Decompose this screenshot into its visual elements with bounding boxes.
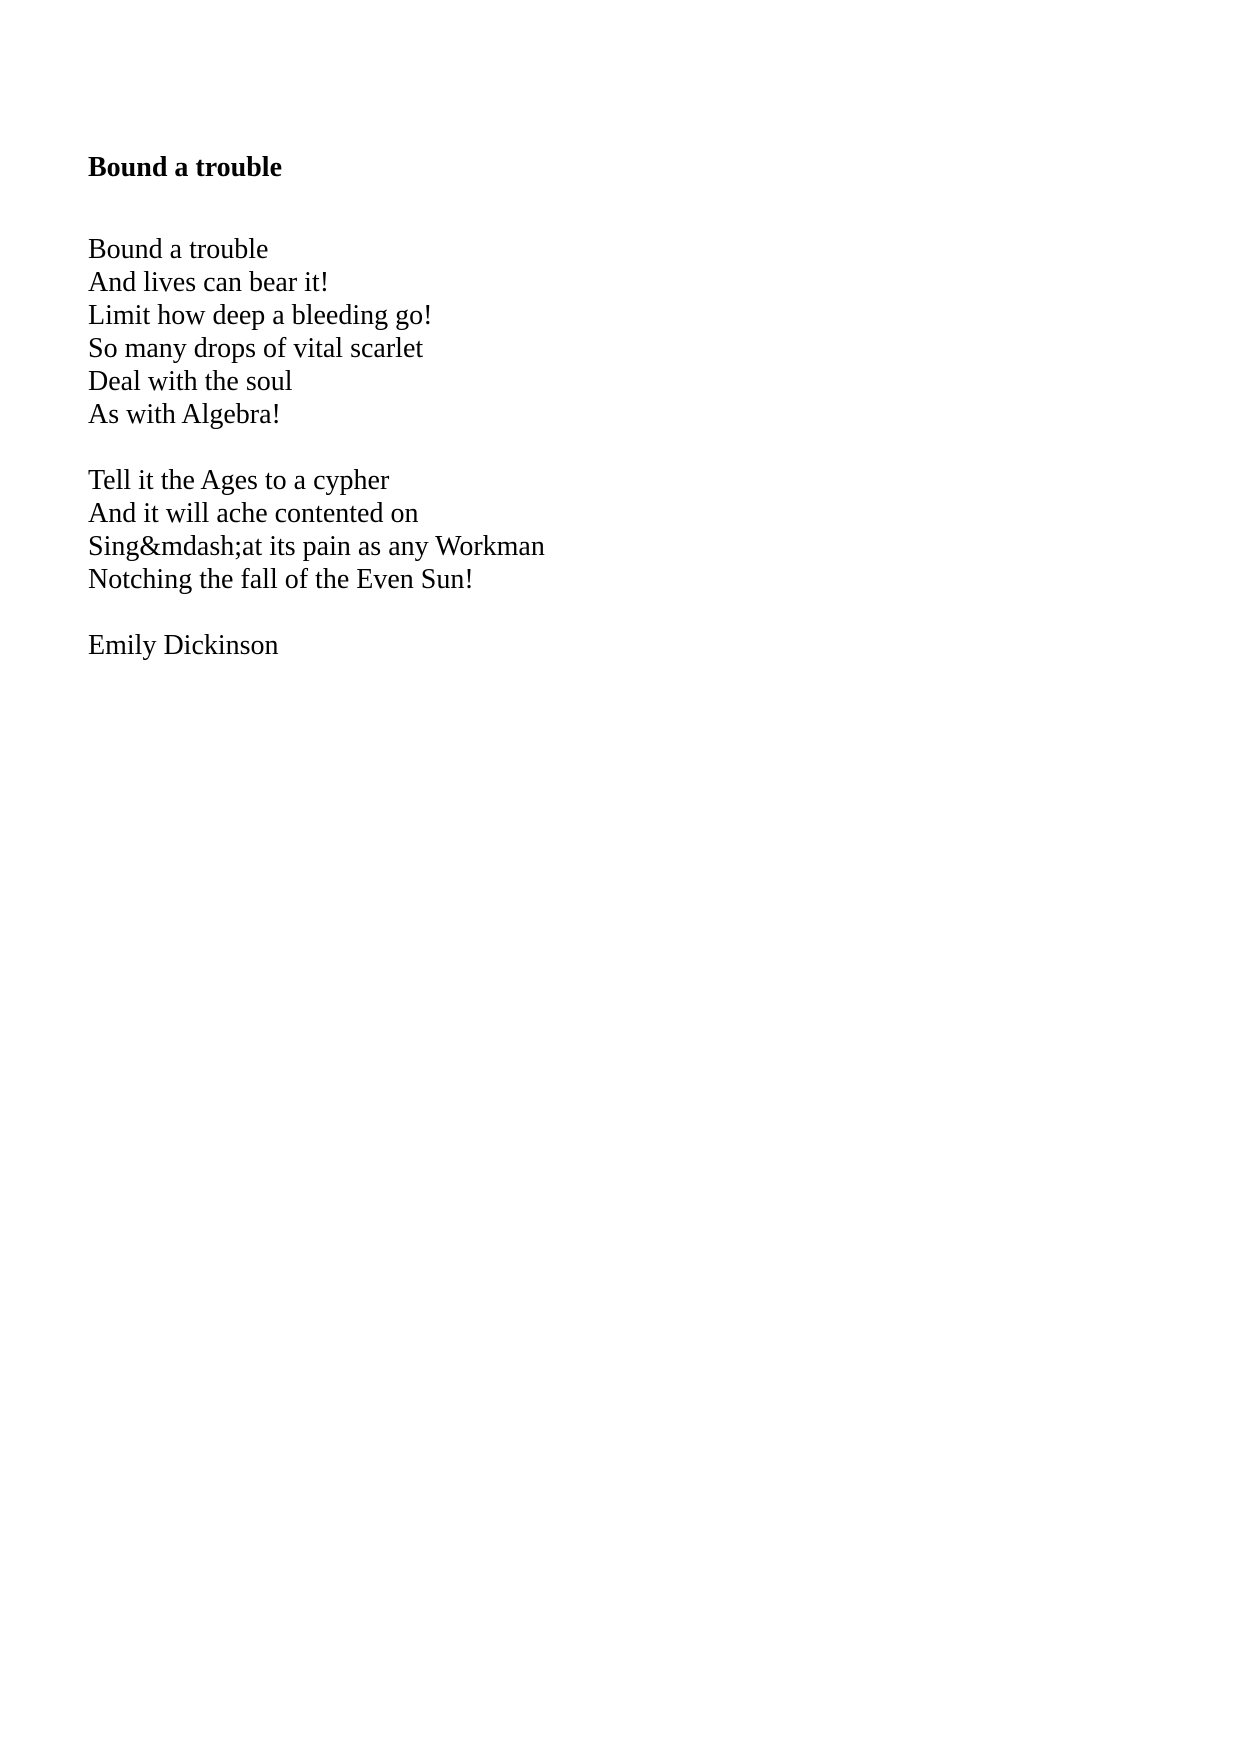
poem-line: Sing&mdash;at its pain as any Workman (88, 531, 545, 562)
poem-line: So many drops of vital scarlet (88, 333, 424, 364)
poem-line: And lives can bear it! (88, 267, 330, 298)
poem-body (88, 233, 545, 662)
poem-title: Bound a trouble (88, 152, 282, 183)
poem-line: Bound a trouble (88, 234, 269, 265)
poem-line: As with Algebra! (88, 399, 281, 430)
poem-line: Deal with the soul (88, 366, 293, 397)
stanza-1 (88, 233, 545, 431)
poem-line: Notching the fall of the Even Sun! (88, 564, 474, 595)
stanza-2 (88, 464, 545, 596)
poem-line: Tell it the Ages to a cypher (88, 465, 390, 496)
poem-line: Limit how deep a bleeding go! (88, 300, 433, 331)
author-name: Emily Dickinson (88, 630, 279, 661)
poem-line: And it will ache contented on (88, 498, 419, 529)
